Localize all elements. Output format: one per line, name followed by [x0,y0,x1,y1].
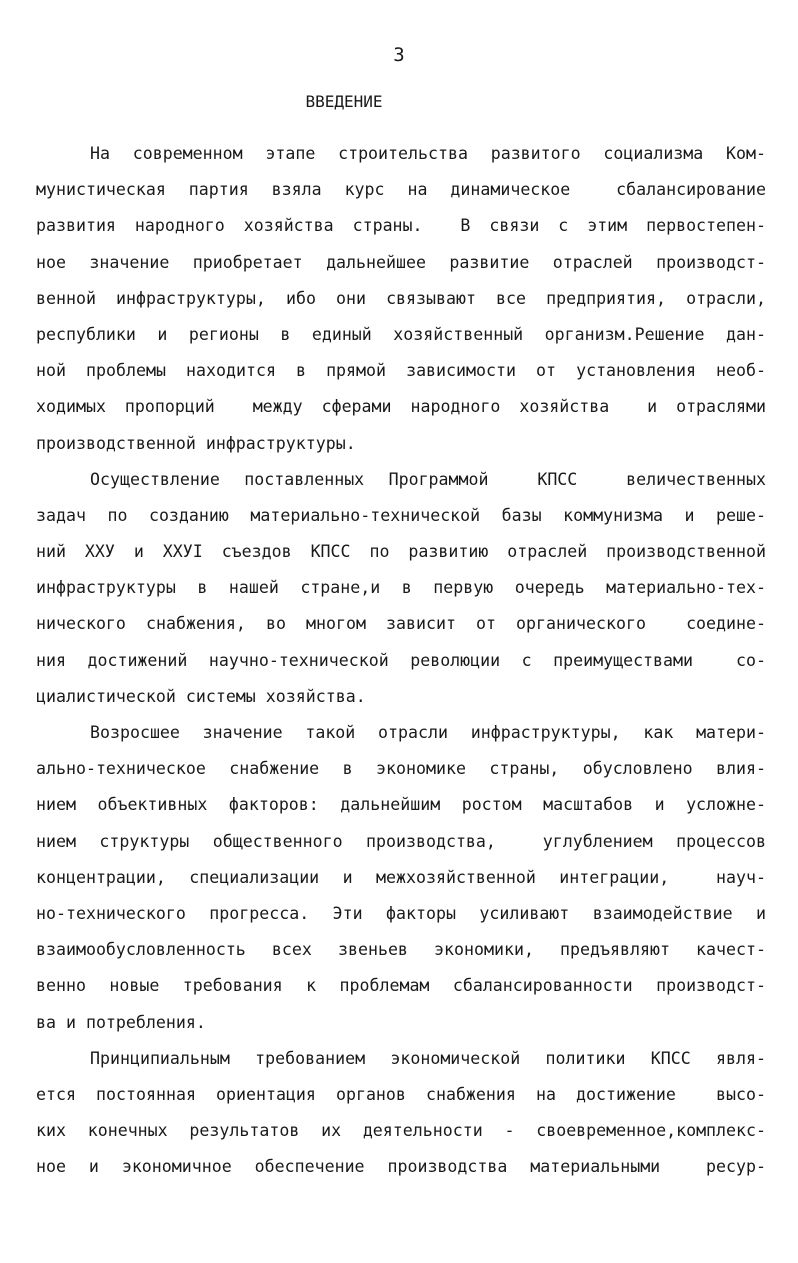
text-line: ния достижений научно-технической революции с преимуществами со- [36,650,766,670]
paragraph-2 [36,462,766,715]
paragraph-4 [36,1041,766,1186]
text-line: но-технического прогресса. Эти факторы усиливают взаимодействие и [36,903,766,923]
text-line: ходимых пропорций между сферами народного хозяйства и отраслями [36,397,766,417]
text-line: ется постоянная ориентация органов снабжения на достижение высо- [36,1084,766,1104]
text-line: циалистической системы хозяйства. [36,686,366,706]
section-heading: ВВЕДЕНИЕ [305,92,383,111]
text-line: ний XXУ и XXУI съездов КПСС по развитию отраслей производственной [36,542,766,562]
text-line: На современном этапе строительства развитого социализма Ком- [90,144,766,163]
body-text [36,136,766,1185]
text-line: концентрации, специализации и межхозяйственной интеграции, науч- [36,867,766,887]
text-line: мунистическая партия взяла курс на динамическое сбалансирование [36,180,766,200]
text-line: нического снабжения, во многом зависит от органического соедине- [36,614,766,634]
text-line: венной инфраструктуры, ибо они связывают все предприятия, отрасли, [36,288,766,308]
text-line: республики и регионы в единый хозяйственный организм.Решение дан- [36,324,766,344]
paragraph-3 [36,715,766,1041]
text-line: инфраструктуры в нашей стране,и в первую очередь материально-тех- [36,578,766,598]
text-line: развития народного хозяйства страны. В связи с этим первостепен- [36,216,766,236]
text-line: ной проблемы находится в прямой зависимости от установления необ- [36,361,766,381]
text-line: нием структуры общественного производства, углублением процессов [36,831,766,851]
text-line: ва и потребления. [36,1012,206,1032]
paragraph-1 [36,136,766,462]
page-number: 3 [393,44,405,66]
text-line: Возросшее значение такой отрасли инфраструктуры, как матери- [90,723,766,742]
text-line: ально-техническое снабжение в экономике страны, обусловлено влия- [36,759,766,779]
text-line: ких конечных результатов их деятельности - своевременное,комплекс- [36,1121,766,1141]
text-line: Осуществление поставленных Программой КПСС величественных [90,469,766,489]
text-line: Принципиальным требованием экономической политики КПСС явля- [90,1048,766,1068]
text-line: взаимообусловленность всех звеньев экономики, предъявляют качест- [36,940,766,960]
text-line: задач по созданию материально-технической базы коммунизма и реше- [36,505,766,525]
text-line: нием объективных факторов: дальнейшим ростом масштабов и усложне- [36,795,766,815]
text-line: ное и экономичное обеспечение производства материальными ресур- [36,1157,766,1177]
text-line: производственной инфраструктуры. [36,433,356,453]
text-line: ное значение приобретает дальнейшее развитие отраслей производст- [36,252,766,272]
text-line: венно новые требования к проблемам сбалансированности производст- [36,976,766,996]
